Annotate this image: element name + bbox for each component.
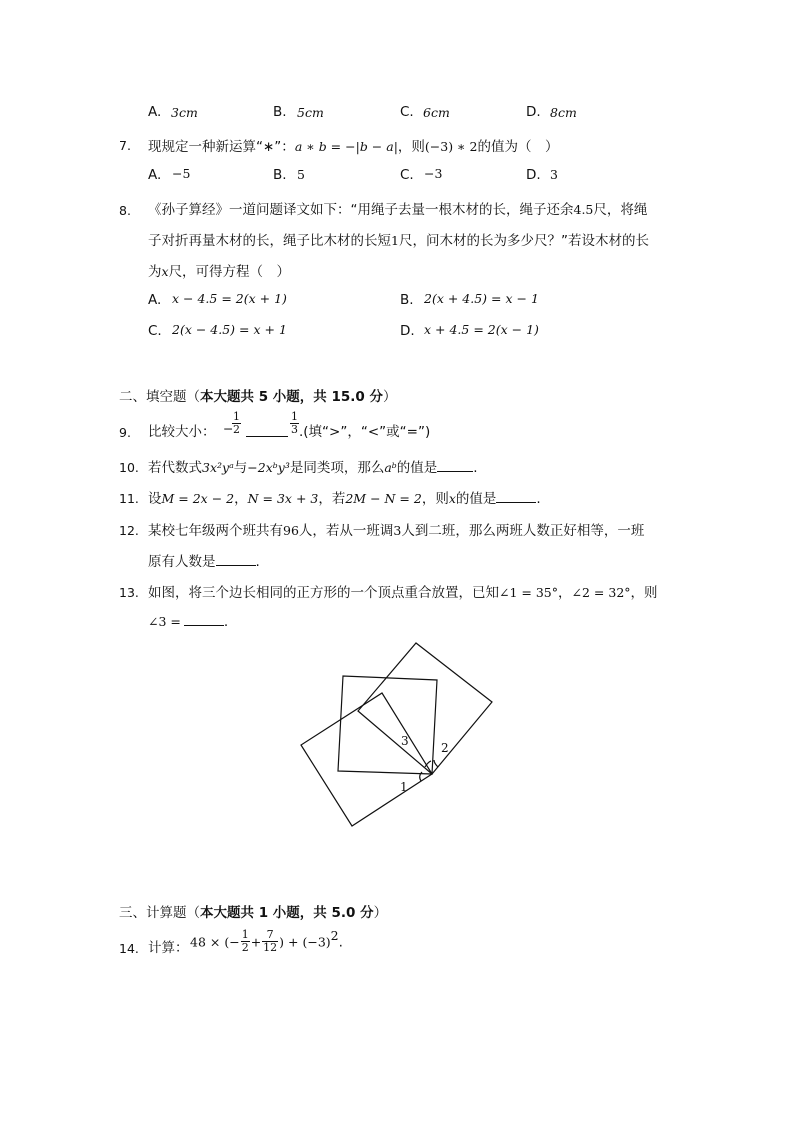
q6-option-d-value: 8cm [550, 105, 577, 120]
q11-stem [148, 487, 541, 507]
q14-number: 14. [119, 941, 139, 956]
q11-text-b: ，若 [318, 491, 346, 507]
q8-line-2 [148, 229, 649, 249]
section-3-prefix: 三、计算题（ [119, 905, 200, 921]
q7-option-c-label: C. [400, 167, 414, 183]
q14-expression [190, 928, 343, 954]
q8-option-b-label: B. [400, 292, 414, 308]
q13-line-1 [148, 581, 658, 601]
q8-option-d-label: D. [400, 323, 415, 339]
q13-angle-1: ∠1 = 35° [499, 585, 559, 600]
q14-exp: 2 [330, 928, 339, 943]
q7-option-b-label: B. [273, 167, 287, 183]
q10-expr1: 3x²yᵃ [202, 460, 234, 475]
q11-expr1: M = 2x − 2 [161, 491, 235, 506]
square-upright [338, 676, 437, 774]
q12-end: . [255, 554, 260, 570]
q7-option-d-value: 3 [550, 167, 558, 182]
q7-text-b: ，则 [397, 139, 425, 155]
q13-angle-2: ∠2 = 32° [571, 585, 631, 600]
q7-option-c-value: −3 [424, 166, 443, 181]
q7-text-a: 现规定一种新运算“∗”： [148, 139, 295, 155]
q8-line3b: 尺，可得方程（ ） [168, 264, 291, 280]
q10-stem [148, 456, 478, 476]
section-2-suffix: ） [383, 389, 397, 405]
square-rotated-left [301, 693, 432, 826]
q6-option-c-value: 6cm [423, 105, 450, 120]
q8-line1b: 尺，将绳 [593, 202, 648, 218]
q9-text: 比较大小： [148, 424, 216, 440]
q11-sep: ， [234, 491, 248, 507]
q10-end: . [473, 460, 478, 476]
section-3-heading [119, 901, 387, 921]
q8-line-1 [148, 198, 647, 218]
q12-line1b: 人，若从一班调 [298, 523, 394, 539]
q7-text-c: 的值为（ ） [477, 139, 559, 155]
section-2-prefix: 二、填空题（ [119, 389, 200, 405]
q7-option-a-label: A. [148, 167, 162, 183]
three-squares-figure [290, 632, 505, 837]
q9-minus: − [223, 421, 234, 436]
angle-1-label: 1 [400, 780, 408, 794]
q9-f2-den: 3 [291, 423, 298, 436]
q8-option-a-label: A. [148, 292, 162, 308]
q12-line1c: 人到二班，那么两班人数正好相等，一班 [401, 523, 645, 539]
q7-number: 7. [119, 138, 131, 153]
q8-line2a: 子对折再量木材的长，绳子比木材的长短 [148, 233, 391, 249]
q11-text-d: 的值是 [455, 491, 497, 507]
q7-expr: (−3) ∗ 2 [424, 139, 478, 154]
square-rotated-right [358, 643, 492, 774]
q8-line-3 [148, 260, 290, 280]
q14-fraction-1 [241, 929, 250, 954]
q12-number: 12. [119, 523, 139, 538]
q14-f2-den: 12 [263, 941, 278, 955]
q12-line-1 [148, 519, 644, 539]
q14-pre: 48 × (− [190, 934, 240, 950]
q14-end: . [338, 934, 343, 951]
q8-line2num: 1 [391, 233, 399, 248]
q13-answer-blank [184, 613, 224, 626]
q14-f1-num: 1 [241, 928, 249, 942]
q13-line1a: 如图，将三个边长相同的正方形的一个顶点重合放置，已知 [148, 585, 499, 601]
q12-n2: 3 [393, 523, 402, 538]
q8-line1a: 《孙子算经》一道问题译文如下：“用绳子去量一根木材的长，绳子还余 [148, 202, 574, 218]
section-2-bold: 本大题共 5 小题，共 15.0 分 [200, 389, 384, 405]
q8-number: 8. [119, 203, 131, 218]
section-3-suffix: ） [373, 905, 388, 921]
q9-tail: .(填“>”，“<”或“=”) [299, 424, 431, 440]
q13-sep: ， [558, 585, 572, 601]
q11-expr2: N = 3x + 3 [247, 491, 319, 506]
q8-option-c-value: 2(x − 4.5) = x + 1 [172, 322, 287, 337]
q14-text: 计算： [148, 940, 189, 956]
angle-3-label: 3 [401, 734, 409, 748]
q11-var: x [448, 491, 456, 506]
q13-angle-3: ∠3 = [148, 614, 181, 629]
q14-fraction-2 [262, 929, 278, 954]
q10-text-d: 的值是 [396, 460, 438, 476]
q8-line3a: 为 [148, 264, 162, 280]
q7-option-b-value: 5 [297, 167, 305, 182]
q13-line-2 [148, 613, 228, 630]
section-3-bold: 本大题共 1 小题，共 5.0 分 [200, 905, 374, 921]
q7-option-a-value: −5 [172, 166, 191, 181]
q10-answer-blank [437, 459, 473, 472]
q8-option-c-label: C. [148, 323, 162, 339]
angle-2-label: 2 [441, 741, 449, 755]
q14-f2-num: 7 [266, 928, 274, 942]
q14-plus: + [250, 934, 262, 950]
q7-formula: a ∗ b = −|b − a| [294, 139, 398, 154]
q12-line-2 [148, 550, 260, 570]
q9-f1-den: 2 [233, 423, 240, 436]
q6-option-a-label: A. [148, 104, 162, 120]
q6-option-b-value: 5cm [297, 105, 324, 120]
q9-fraction-1 [231, 411, 242, 436]
q7-option-d-label: D. [526, 167, 541, 183]
q14-f1-den: 2 [241, 941, 249, 955]
q11-end: . [536, 491, 541, 507]
q8-option-d-value: x + 4.5 = 2(x − 1) [424, 322, 539, 337]
q8-option-b-value: 2(x + 4.5) = x − 1 [424, 291, 539, 306]
q10-text-b: 与 [233, 460, 248, 476]
q11-text-a: 设 [148, 491, 162, 507]
q9-number: 9. [119, 425, 131, 440]
q6-option-c-label: C. [400, 104, 414, 120]
q10-expr3: aᵇ [384, 460, 397, 475]
q8-line1num: 4.5 [573, 202, 594, 217]
q12-line1a: 某校七年级两个班共有 [148, 523, 283, 539]
q6-option-b-label: B. [273, 104, 287, 120]
q8-option-a-value: x − 4.5 = 2(x + 1) [172, 291, 287, 306]
q10-number: 10. [119, 460, 139, 475]
q11-number: 11. [119, 491, 139, 506]
q10-expr2: −2xᵇy³ [247, 460, 290, 475]
q13-line1b: ，则 [630, 585, 658, 601]
q13-number: 13. [119, 585, 139, 600]
q10-text-a: 若代数式 [148, 460, 202, 476]
q6-option-a-value: 3cm [171, 105, 198, 120]
q9-answer-blank [246, 424, 288, 437]
q11-expr3: 2M − N = 2 [345, 491, 422, 506]
section-2-heading [119, 385, 397, 405]
q11-answer-blank [496, 490, 536, 503]
q12-n1: 96 [283, 523, 299, 538]
q12-answer-blank [216, 553, 256, 566]
angle-2-arc [434, 760, 438, 767]
q8-line3var: x [161, 264, 169, 279]
q9-f1-num: 1 [233, 410, 240, 423]
q7-stem [148, 135, 558, 155]
q11-text-c: ，则 [421, 491, 449, 507]
q13-end: . [223, 614, 229, 630]
q9-f2-num: 1 [291, 410, 298, 423]
q10-text-c: 是同类项，那么 [289, 460, 385, 476]
q8-line2b: 尺，问木材的长为多少尺？”若设木材的长 [398, 233, 649, 249]
q12-line2: 原有人数是 [148, 554, 216, 570]
q6-option-d-label: D. [526, 104, 541, 120]
q14-post: ) + (−3) [279, 934, 331, 950]
